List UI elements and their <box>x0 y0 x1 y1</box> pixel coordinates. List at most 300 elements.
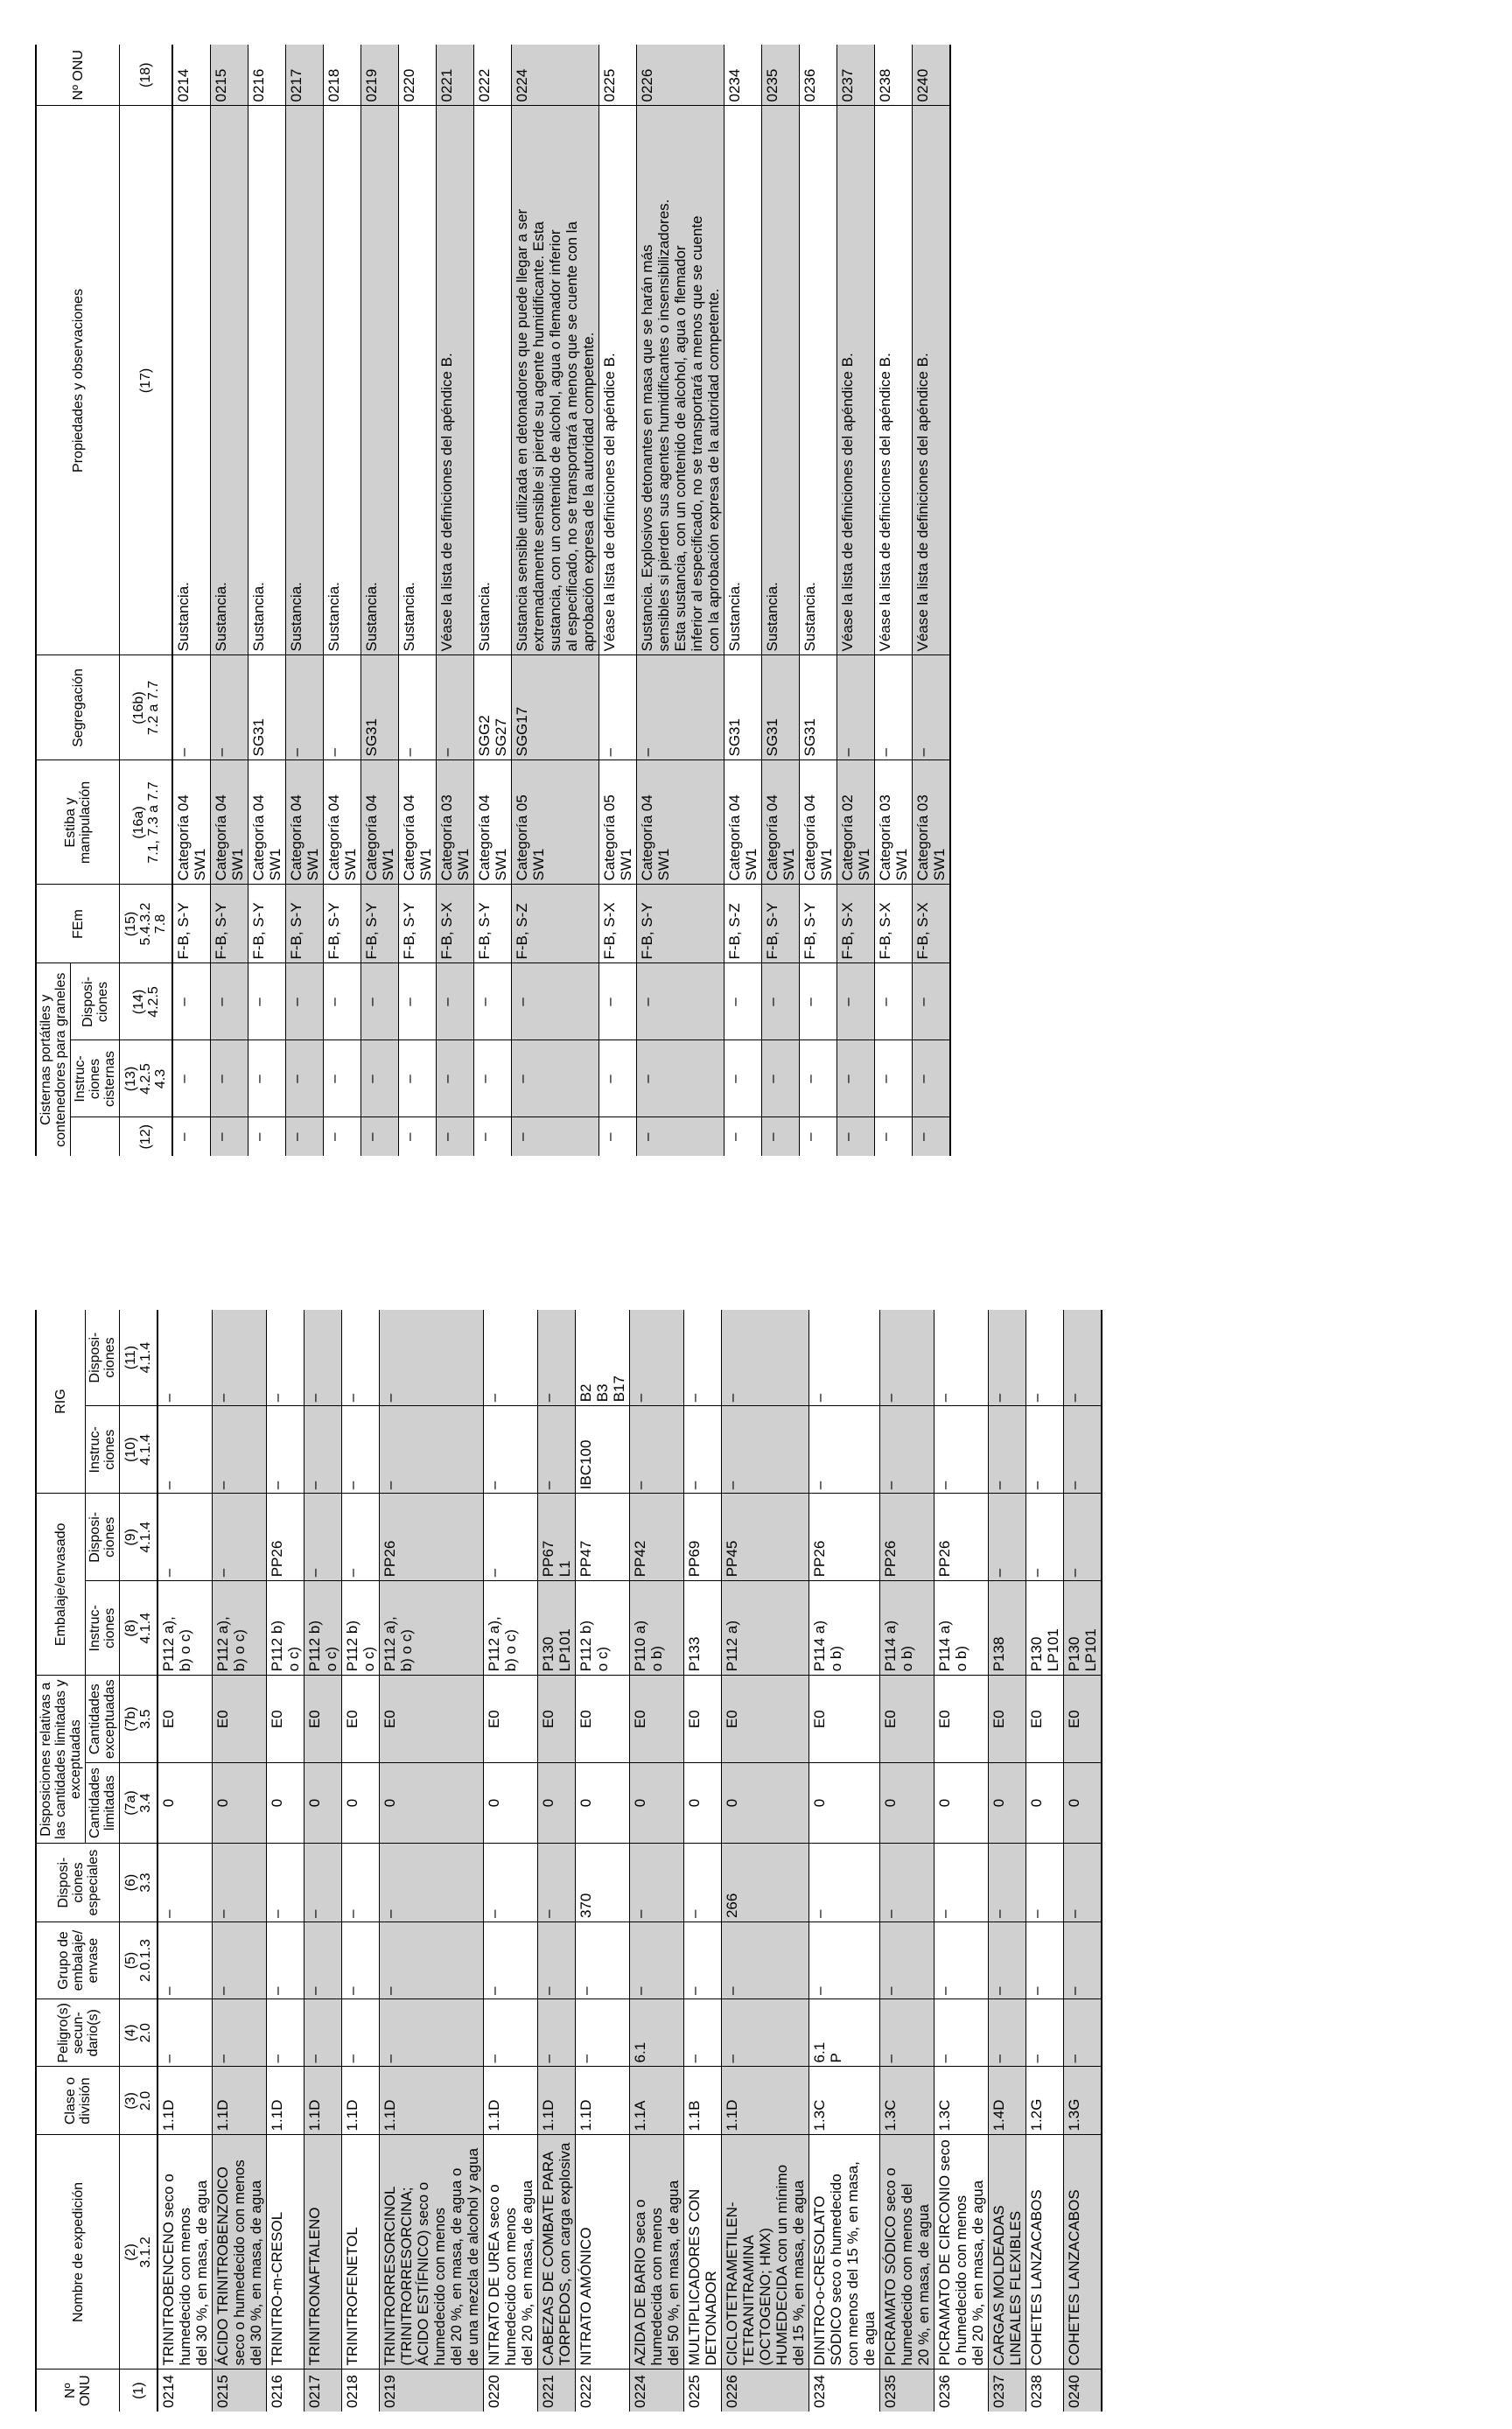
cell-shipping-name: AZIDA DE BARIO seca o humedecida con menos del 50 %, en masa, de agua <box>630 2135 684 2370</box>
cell-subrisk: – <box>934 1999 989 2067</box>
cell-ems: F-B, S-Y <box>637 885 724 963</box>
table-row <box>637 45 724 1156</box>
cell-properties: Sustancia. <box>324 106 361 655</box>
cell-onu-right: 0237 <box>837 45 875 106</box>
cell-col12: – <box>438 1132 455 1141</box>
cell-col12: – <box>764 1132 780 1141</box>
cell-excepted-quantity: E0 <box>380 1676 484 1763</box>
cell-col12: – <box>213 1132 229 1141</box>
cell-tank-provision: – <box>599 963 637 1040</box>
cell-tank-provision: – <box>211 963 248 1040</box>
header-subrisk: Peligro(s) secun-dario(s) <box>36 1999 120 2067</box>
cell-packing-group: – <box>1026 1922 1064 1999</box>
cell-properties: Véase la lista de definiciones del apéndice B. <box>599 106 637 655</box>
cell-packing-group: – <box>158 1922 213 1999</box>
cell-stowage: Categoría 04 SW1 <box>637 760 724 885</box>
cell-limited-quantity: 0 <box>684 1763 722 1844</box>
cell-properties: Sustancia sensible utilizada en detonadores que puede llegar a ser extremadamente sensible si pierde su agente humidificante. Esta sustancia, con un contenido de alcohol, agua o flemador inferior al especificado, no se transportará a menos que se cuente con la aprobación expresa de la autoridad competente. <box>512 106 599 655</box>
cell-ems: F-B, S-Y <box>361 885 399 963</box>
cell-limited-quantity: 0 <box>1064 1763 1102 1844</box>
cell-packing-instruction: P114 a) o b) <box>809 1581 880 1676</box>
cell-packing-provision: PP26 <box>267 1494 304 1581</box>
cell-packing-instruction: P114 a) o b) <box>934 1581 989 1676</box>
cell-excepted-quantity: E0 <box>484 1676 538 1763</box>
cell-ibc-instruction: – <box>989 1406 1026 1494</box>
header-stowage: Estiba y manipulación <box>36 760 120 885</box>
table-row <box>304 1310 342 2412</box>
cell-packing-group: – <box>538 1922 576 1999</box>
cell-stowage: Categoría 05 SW1 <box>599 760 637 885</box>
cell-packing-provision: PP42 <box>630 1494 684 1581</box>
header-tank-instructions: Instruc-ciones cisternas <box>71 1040 120 1117</box>
cell-class: 1.1D <box>158 2067 213 2135</box>
cell-col12: – <box>877 1132 893 1141</box>
cell-class: 1.1D <box>213 2067 267 2135</box>
cell-onu: 0240 <box>1066 2375 1082 2408</box>
cell-ibc-instruction: – <box>158 1406 213 1494</box>
cell-onu: 0221 <box>540 2375 556 2408</box>
cell-excepted-quantity: E0 <box>576 1676 630 1763</box>
cell-tank-provision: – <box>762 963 800 1040</box>
cell-packing-instruction: P112 b) o c) <box>304 1581 342 1676</box>
cell-shipping-name: MULTIPLICADORES CON DETONADOR <box>684 2135 722 2370</box>
left-column-number: (7b) 3.5 <box>120 1676 158 1763</box>
table-row <box>324 45 361 1156</box>
cell-excepted-quantity: E0 <box>809 1676 880 1763</box>
header-packing-provisions: Disposi-ciones <box>86 1494 120 1581</box>
left-dangerous-goods-table <box>35 1310 1102 2412</box>
cell-segregation: – <box>837 655 875 760</box>
cell-shipping-name: NITRATO DE UREA seco o humedecido con menos del 20 %, en masa, de agua <box>484 2135 538 2370</box>
cell-class: 1.1D <box>267 2067 304 2135</box>
cell-onu: 0234 <box>811 2375 828 2408</box>
cell-segregation: SGG2 SG27 <box>474 655 512 760</box>
left-column-number: (9) 4.1.4 <box>120 1494 158 1581</box>
cell-stowage: Categoría 04 SW1 <box>324 760 361 885</box>
cell-packing-instruction: P112 a), b) o c) <box>213 1581 267 1676</box>
cell-ibc-provision: – <box>809 1310 880 1406</box>
header-excepted-quantities: Cantidades exceptuadas <box>86 1676 120 1763</box>
cell-onu: 0226 <box>724 2375 740 2408</box>
cell-excepted-quantity: E0 <box>538 1676 576 1763</box>
cell-onu-right: 0235 <box>762 45 800 106</box>
cell-ems: F-B, S-Y <box>172 885 211 963</box>
cell-segregation: – <box>599 655 637 760</box>
cell-segregation: – <box>172 655 211 760</box>
cell-packing-instruction: P112 b) o c) <box>267 1581 304 1676</box>
cell-class: 1.2G <box>1026 2067 1064 2135</box>
cell-segregation: SG31 <box>724 655 762 760</box>
header-tank-provisions: Disposi-ciones <box>71 963 120 1040</box>
cell-packing-instruction: P112 b) o c) <box>576 1581 630 1676</box>
cell-tank-provision: – <box>437 963 474 1040</box>
cell-subrisk: 6.1 <box>630 1999 684 2067</box>
cell-shipping-name: COHETES LANZACABOS <box>1026 2135 1064 2370</box>
cell-col12: – <box>288 1132 304 1141</box>
cell-tank-instruction: – <box>913 1040 951 1117</box>
left-table-section <box>35 1256 1102 2412</box>
header-segregation: Segregación <box>36 655 120 760</box>
table-row <box>800 45 837 1156</box>
cell-packing-group: – <box>934 1922 989 1999</box>
cell-ems: F-B, S-X <box>599 885 637 963</box>
cell-ibc-instruction: – <box>934 1406 989 1494</box>
cell-subrisk: – <box>380 1999 484 2067</box>
cell-packing-group: – <box>989 1922 1026 1999</box>
table-row <box>213 1310 267 2412</box>
cell-packing-provision: PP26 <box>880 1494 934 1581</box>
cell-ibc-provision: – <box>722 1310 809 1406</box>
cell-segregation: SG31 <box>762 655 800 760</box>
cell-class: 1.1D <box>722 2067 809 2135</box>
cell-shipping-name: TRINITRONAFTALENO <box>304 2135 342 2370</box>
cell-stowage: Categoría 03 SW1 <box>875 760 913 885</box>
cell-ibc-provision: – <box>342 1310 380 1406</box>
table-row <box>1026 1310 1064 2412</box>
cell-shipping-name: ÁCIDO TRINITROBENZOICO seco o humedecido con menos del 30 %, en masa, de agua <box>213 2135 267 2370</box>
right-table-section <box>35 18 951 1156</box>
cell-properties: Sustancia. <box>724 106 762 655</box>
cell-shipping-name: NITRATO AMÓNICO <box>576 2135 630 2370</box>
left-column-number: (11) 4.1.4 <box>120 1310 158 1406</box>
cell-properties: Véase la lista de definiciones del apéndice B. <box>913 106 951 655</box>
table-row <box>286 45 324 1156</box>
table-row <box>837 45 875 1156</box>
right-column-number: (13) 4.2.5 4.3 <box>120 1040 173 1117</box>
cell-subrisk: – <box>342 1999 380 2067</box>
cell-ibc-provision: – <box>304 1310 342 1406</box>
cell-onu-right: 0222 <box>474 45 512 106</box>
cell-stowage: Categoría 04 SW1 <box>724 760 762 885</box>
cell-packing-provision: PP47 <box>576 1494 630 1581</box>
cell-limited-quantity: 0 <box>880 1763 934 1844</box>
cell-limited-quantity: 0 <box>809 1763 880 1844</box>
cell-shipping-name: CARGAS MOLDEADAS LINEALES FLEXIBLES <box>989 2135 1026 2370</box>
cell-col12: – <box>839 1132 856 1141</box>
cell-ibc-instruction: IBC100 <box>576 1406 630 1494</box>
cell-properties: Sustancia. <box>399 106 437 655</box>
header-packing-group: Grupo de embalaje/ envase <box>36 1922 120 1999</box>
cell-ems: F-B, S-Y <box>211 885 248 963</box>
cell-stowage: Categoría 03 SW1 <box>437 760 474 885</box>
cell-subrisk: – <box>267 1999 304 2067</box>
table-row <box>762 45 800 1156</box>
cell-limited-quantity: 0 <box>304 1763 342 1844</box>
cell-onu-right: 0234 <box>724 45 762 106</box>
cell-packing-group: – <box>630 1922 684 1999</box>
table-row <box>361 45 399 1156</box>
cell-subrisk: – <box>989 1999 1026 2067</box>
cell-onu-right: 0226 <box>637 45 724 106</box>
cell-packing-provision: – <box>484 1494 538 1581</box>
cell-ibc-provision: – <box>630 1310 684 1406</box>
table-row <box>722 1310 809 2412</box>
cell-special-provisions: – <box>380 1844 484 1922</box>
cell-packing-instruction: P112 a), b) o c) <box>484 1581 538 1676</box>
cell-stowage: Categoría 04 SW1 <box>800 760 837 885</box>
cell-packing-provision: – <box>213 1494 267 1581</box>
header-ibc-group: RIG <box>36 1310 86 1494</box>
cell-excepted-quantity: E0 <box>1064 1676 1102 1763</box>
cell-packing-instruction: P112 a), b) o c) <box>158 1581 213 1676</box>
cell-stowage: Categoría 04 SW1 <box>286 760 324 885</box>
cell-ibc-provision: – <box>380 1310 484 1406</box>
cell-packing-group: – <box>809 1922 880 1999</box>
cell-special-provisions: – <box>304 1844 342 1922</box>
cell-excepted-quantity: E0 <box>989 1676 1026 1763</box>
table-row <box>913 45 951 1156</box>
cell-onu-right: 0221 <box>437 45 474 106</box>
cell-col12: – <box>914 1132 931 1141</box>
cell-segregation: – <box>324 655 361 760</box>
table-row <box>267 1310 304 2412</box>
cell-ibc-instruction: – <box>1026 1406 1064 1494</box>
cell-properties: Sustancia. <box>361 106 399 655</box>
cell-limited-quantity: 0 <box>213 1763 267 1844</box>
cell-ibc-provision: – <box>880 1310 934 1406</box>
cell-onu: 0222 <box>578 2375 594 2408</box>
left-column-number: (4) 2.0 <box>120 1999 158 2067</box>
cell-special-provisions: – <box>1064 1844 1102 1922</box>
cell-packing-group: – <box>267 1922 304 1999</box>
cell-ibc-instruction: – <box>809 1406 880 1494</box>
table-row <box>484 1310 538 2412</box>
cell-shipping-name: PICRAMATO SÓDICO seco o humedecido con menos del 20 %, en masa, de agua <box>880 2135 934 2370</box>
table-row <box>875 45 913 1156</box>
cell-tank-provision: – <box>637 963 724 1040</box>
cell-col12: – <box>802 1132 818 1141</box>
cell-stowage: Categoría 04 SW1 <box>211 760 248 885</box>
cell-tank-instruction: – <box>324 1040 361 1117</box>
cell-limited-quantity: 0 <box>576 1763 630 1844</box>
cell-tank-provision: – <box>324 963 361 1040</box>
left-column-number: (8) 4.1.4 <box>120 1581 158 1676</box>
cell-onu-right: 0218 <box>324 45 361 106</box>
cell-packing-instruction: P138 <box>989 1581 1026 1676</box>
header-tank-group: Cisternas portátiles y contenedores para graneles <box>36 963 71 1156</box>
cell-limited-quantity: 0 <box>158 1763 213 1844</box>
cell-col12: – <box>250 1132 267 1141</box>
cell-tank-provision: – <box>724 963 762 1040</box>
cell-stowage: Categoría 04 SW1 <box>248 760 286 885</box>
table-row <box>512 45 599 1156</box>
cell-packing-group: – <box>380 1922 484 1999</box>
cell-packing-instruction: P130 LP101 <box>1064 1581 1102 1676</box>
cell-ibc-instruction: – <box>538 1406 576 1494</box>
cell-tank-provision: – <box>286 963 324 1040</box>
cell-properties: Véase la lista de definiciones del apéndice B. <box>437 106 474 655</box>
cell-packing-provision: – <box>1064 1494 1102 1581</box>
cell-class: 1.3G <box>1064 2067 1102 2135</box>
cell-tank-instruction: – <box>637 1040 724 1117</box>
cell-class: 1.3C <box>934 2067 989 2135</box>
left-column-number: (7a) 3.4 <box>120 1763 158 1844</box>
cell-excepted-quantity: E0 <box>722 1676 809 1763</box>
cell-tank-provision: – <box>913 963 951 1040</box>
table-row <box>630 1310 684 2412</box>
cell-properties: Véase la lista de definiciones del apéndice B. <box>875 106 913 655</box>
cell-properties: Sustancia. <box>211 106 248 655</box>
cell-packing-instruction: P130 LP101 <box>538 1581 576 1676</box>
cell-subrisk: – <box>484 1999 538 2067</box>
cell-tank-instruction: – <box>474 1040 512 1117</box>
cell-ibc-provision: – <box>538 1310 576 1406</box>
cell-shipping-name: DINITRO-o-CRESOLATO SÓDICO seco o humedecido con menos del 15 %, en masa, de agua <box>809 2135 880 2370</box>
cell-segregation: – <box>399 655 437 760</box>
left-column-number: (2) 3.1.2 <box>120 2135 158 2370</box>
cell-packing-instruction: P112 b) o c) <box>342 1581 380 1676</box>
cell-ibc-instruction: – <box>684 1406 722 1494</box>
cell-packing-provision: – <box>158 1494 213 1581</box>
cell-limited-quantity: 0 <box>989 1763 1026 1844</box>
cell-segregation: – <box>286 655 324 760</box>
cell-onu-right: 0217 <box>286 45 324 106</box>
cell-packing-group: – <box>304 1922 342 1999</box>
cell-stowage: Categoría 02 SW1 <box>837 760 875 885</box>
cell-packing-group: – <box>484 1922 538 1999</box>
cell-onu: 0236 <box>936 2375 953 2408</box>
cell-special-provisions: – <box>989 1844 1026 1922</box>
left-column-number: (10) 4.1.4 <box>120 1406 158 1494</box>
cell-tank-instruction: – <box>361 1040 399 1117</box>
cell-class: 1.3C <box>880 2067 934 2135</box>
table-row <box>1064 1310 1102 2412</box>
cell-ibc-provision: – <box>1026 1310 1064 1406</box>
cell-ems: F-B, S-Y <box>399 885 437 963</box>
cell-limited-quantity: 0 <box>484 1763 538 1844</box>
cell-segregation: – <box>637 655 724 760</box>
header-ibc-instructions: Instruc-ciones <box>86 1406 120 1494</box>
cell-special-provisions: – <box>809 1844 880 1922</box>
cell-class: 1.1D <box>304 2067 342 2135</box>
header-class: Clase o división <box>36 2067 120 2135</box>
cell-stowage: Categoría 03 SW1 <box>913 760 951 885</box>
cell-limited-quantity: 0 <box>342 1763 380 1844</box>
left-column-number: (5) 2.0.1.3 <box>120 1922 158 1999</box>
cell-properties: Sustancia. <box>286 106 324 655</box>
cell-shipping-name: COHETES LANZACABOS <box>1064 2135 1102 2370</box>
header-properties: Propiedades y observaciones <box>36 106 120 655</box>
cell-special-provisions: – <box>267 1844 304 1922</box>
cell-onu-right: 0240 <box>913 45 951 106</box>
cell-ibc-provision: – <box>989 1310 1026 1406</box>
cell-packing-instruction: P114 a) o b) <box>880 1581 934 1676</box>
right-column-number: (16b) 7.2 a 7.7 <box>120 655 173 760</box>
cell-segregation: SGG17 <box>512 655 599 760</box>
cell-class: 1.1D <box>484 2067 538 2135</box>
header-name: Nombre de expedición <box>36 2135 120 2370</box>
cell-col12: – <box>639 1132 655 1141</box>
cell-properties: Sustancia. <box>474 106 512 655</box>
right-column-number: (12) <box>120 1117 173 1156</box>
cell-onu: 0215 <box>214 2375 231 2408</box>
cell-segregation: – <box>437 655 474 760</box>
cell-excepted-quantity: E0 <box>934 1676 989 1763</box>
cell-excepted-quantity: E0 <box>684 1676 722 1763</box>
cell-limited-quantity: 0 <box>630 1763 684 1844</box>
cell-limited-quantity: 0 <box>380 1763 484 1844</box>
cell-stowage: Categoría 04 SW1 <box>762 760 800 885</box>
cell-packing-provision: – <box>1026 1494 1064 1581</box>
cell-special-provisions: – <box>342 1844 380 1922</box>
header-tank-blank <box>71 1117 120 1156</box>
cell-class: 1.4D <box>989 2067 1026 2135</box>
cell-onu-right: 0219 <box>361 45 399 106</box>
cell-ibc-provision: B2 B3 B17 <box>576 1310 630 1406</box>
cell-subrisk: – <box>576 1999 630 2067</box>
cell-tank-instruction: – <box>172 1040 211 1117</box>
table-row <box>538 1310 576 2412</box>
cell-ibc-instruction: – <box>880 1406 934 1494</box>
table-row <box>576 1310 630 2412</box>
right-column-numbers <box>120 45 173 1156</box>
cell-onu: 0220 <box>486 2375 502 2408</box>
cell-subrisk: – <box>722 1999 809 2067</box>
cell-ibc-provision: – <box>267 1310 304 1406</box>
table-row <box>248 45 286 1156</box>
cell-class: 1.1D <box>380 2067 484 2135</box>
cell-segregation: – <box>211 655 248 760</box>
cell-subrisk: – <box>684 1999 722 2067</box>
cell-col12: – <box>363 1132 380 1141</box>
table-row <box>399 45 437 1156</box>
cell-subrisk: – <box>213 1999 267 2067</box>
cell-onu: 0214 <box>160 2375 177 2408</box>
cell-shipping-name: TRINITROBENCENO seco o humedecido con menos del 30 %, en masa, de agua <box>158 2135 213 2370</box>
cell-segregation: – <box>913 655 951 760</box>
cell-packing-provision: PP69 <box>684 1494 722 1581</box>
cell-tank-instruction: – <box>286 1040 324 1117</box>
cell-col12: – <box>514 1132 530 1141</box>
cell-ems: F-B, S-Z <box>724 885 762 963</box>
cell-onu-right: 0224 <box>512 45 599 106</box>
header-ibc-provisions: Disposi-ciones <box>86 1310 120 1406</box>
cell-col12: – <box>726 1132 743 1141</box>
cell-subrisk: – <box>538 1999 576 2067</box>
cell-tank-instruction: – <box>875 1040 913 1117</box>
cell-ibc-instruction: – <box>267 1406 304 1494</box>
cell-onu-right: 0214 <box>172 45 211 106</box>
cell-ibc-provision: – <box>934 1310 989 1406</box>
cell-shipping-name: TRINITROFENETOL <box>342 2135 380 2370</box>
cell-packing-group: – <box>213 1922 267 1999</box>
cell-subrisk: – <box>1026 1999 1064 2067</box>
cell-packing-provision: PP67 L1 <box>538 1494 576 1581</box>
cell-ems: F-B, S-X <box>437 885 474 963</box>
cell-onu-right: 0236 <box>800 45 837 106</box>
cell-tank-instruction: – <box>512 1040 599 1117</box>
left-column-number: (1) <box>120 2370 158 2412</box>
cell-onu-right: 0238 <box>875 45 913 106</box>
cell-packing-provision: PP26 <box>809 1494 880 1581</box>
cell-stowage: Categoría 05 SW1 <box>512 760 599 885</box>
cell-special-provisions: – <box>934 1844 989 1922</box>
table-row <box>474 45 512 1156</box>
cell-properties: Sustancia. <box>800 106 837 655</box>
right-table-body <box>172 45 950 1156</box>
cell-col12: – <box>326 1132 342 1141</box>
cell-ems: F-B, S-Z <box>512 885 599 963</box>
cell-tank-instruction: – <box>211 1040 248 1117</box>
cell-class: 1.1D <box>342 2067 380 2135</box>
cell-onu: 0219 <box>382 2375 398 2408</box>
cell-segregation: – <box>875 655 913 760</box>
cell-ems: F-B, S-Y <box>248 885 286 963</box>
cell-tank-instruction: – <box>837 1040 875 1117</box>
cell-packing-group: – <box>880 1922 934 1999</box>
cell-ems: F-B, S-Y <box>762 885 800 963</box>
cell-packing-provision: PP26 <box>380 1494 484 1581</box>
